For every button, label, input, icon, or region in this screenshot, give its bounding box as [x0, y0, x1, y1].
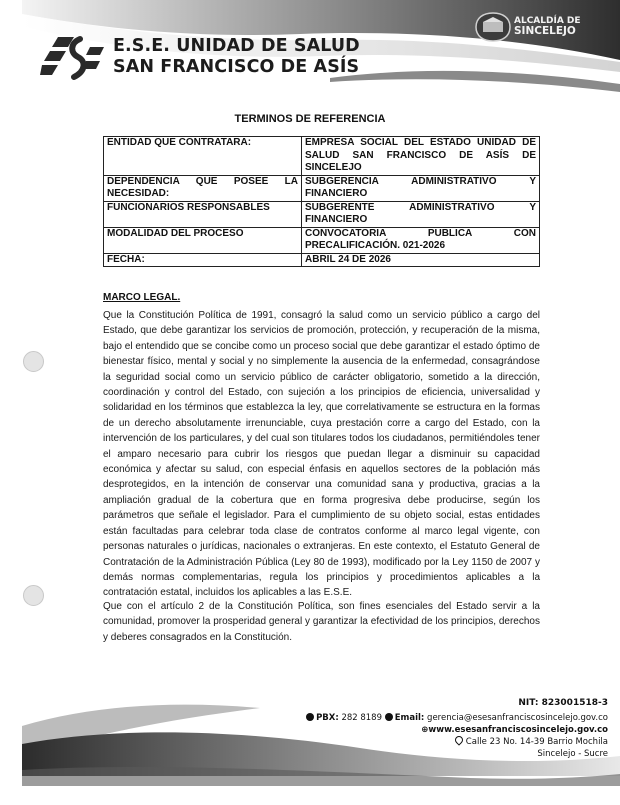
table-row — [104, 201, 540, 227]
value-line: CONVOCATORIA PUBLICA CON — [305, 227, 536, 239]
value-line: SALUD SAN FRANCISCO DE ASÍS DE — [305, 149, 536, 161]
alcaldia-line2: SINCELEJO — [514, 25, 576, 37]
value-line: SUBGERENCIA ADMINISTRATIVO Y — [305, 175, 536, 187]
email-address[interactable]: gerencia@esesanfranciscosincelejo.gov.co — [427, 713, 608, 723]
body-paragraph: Que con el artículo 2 de la Constitución Política, son fines esenciales del Estado servir a la comunidad, promover la prosperidad general y garantizar la efectividad de los principios, derechos y deberes consagrados en la Constitución. — [103, 601, 540, 643]
row-label: FECHA: — [104, 253, 302, 267]
value-line: ABRIL 24 DE 2026 — [305, 253, 391, 265]
alcaldia-line1: ALCALDÍA DE — [514, 16, 581, 26]
table-row — [104, 227, 540, 253]
phone-icon — [306, 713, 314, 721]
globe-icon: ⊕ — [421, 725, 429, 735]
row-label: ENTIDAD QUE CONTRATARA: — [104, 137, 302, 176]
label-line: NECESIDAD: — [107, 188, 170, 199]
alcaldia-label — [514, 17, 581, 37]
contact-phone-email — [306, 712, 608, 724]
contact-city: Sincelejo - Sucre — [537, 749, 608, 759]
org-name-line1: E.S.E. UNIDAD DE SALUD — [113, 36, 360, 56]
location-pin-icon — [453, 734, 464, 745]
contact-website — [421, 724, 608, 736]
address-text: Calle 23 No. 14-39 Barrio Mochila — [465, 737, 608, 747]
contact-address — [455, 736, 608, 748]
body-paragraph: Que la Constitución Política de 1991, consagró la salud como un servicio público a cargo del Estado, que debe garantizar los servicios de promoción, protección, y recuperación de la misma, bajo el entendido que se concibe como un proceso social que debe garantizar el estado óptimo de bienestar físico, mental y social y no simplemente la ausencia de la enfermedad, consagrándose la seguridad social como un servicio público de carácter obligatorio, sometido a la dirección, coordinación y control del Estado, con sujeción a los principios de eficiencia, universalidad y solidaridad en los términos que establezca la ley, que correlativamente se estructura en la formas de un derecho absolutamente irrenunciable, cuya prestación corre a cargo del Estado, con la intervención de los particulares, y del cual son titulares todos los ciudadanos, permitiéndoles tener el amparo necesario para cubrir los riesgos que puedan llegar a disminuir su capacidad económica y afectar su salud, con especial énfasis en aquellos sectores de la población más desprotegidos, en la intención de conservar una comunidad sana y productiva, gracias a la ampliación gradual de la cobertura que en forma progresiva debe producirse, según los parámetros que señale el legislador. Para el cumplimiento de su objeto social, estas entidades están facultadas para celebrar toda clase de contratos conforme al marco legal vigente, con personas naturales o jurídicas, nacionales o extranjeras. En este contexto, el Estatuto General de Contratación de la Administración Pública (Ley 80 de 1993), modificado por la Ley 1150 de 2007 y demás normas complementarias, regula los principios y procedimientos aplicables a la contratación estatal, incluidos los aplicables a las E.S.E. — [103, 310, 540, 599]
section-heading: MARCO LEGAL. — [103, 292, 181, 303]
punch-hole — [23, 351, 44, 372]
org-name-line2: SAN FRANCISCO DE ASÍS — [113, 57, 360, 77]
document-title: TERMINOS DE REFERENCIA — [234, 113, 386, 125]
table-row — [104, 253, 540, 267]
row-label: MODALIDAD DEL PROCESO — [104, 227, 302, 253]
value-line: FINANCIERO — [305, 214, 368, 225]
email-icon — [385, 713, 393, 721]
pbx-label: PBX: — [316, 713, 339, 723]
value-line: EMPRESA SOCIAL DEL ESTADO UNIDAD DE — [305, 137, 536, 148]
value-line: SUBGERENTE ADMINISTRATIVO Y — [305, 201, 536, 213]
row-value — [302, 253, 540, 267]
row-value — [302, 227, 540, 253]
organization-name — [113, 36, 360, 78]
row-label: FUNCIONARIOS RESPONSABLES — [104, 201, 302, 227]
value-line: FINANCIERO — [305, 188, 368, 199]
row-value — [302, 137, 540, 176]
row-label — [104, 175, 302, 201]
value-line: PRECALIFICACIÓN. 021-2026 — [305, 240, 446, 251]
table-row — [104, 175, 540, 201]
pbx-number: 282 8189 — [341, 713, 382, 723]
website-link[interactable]: www.esesanfranciscosincelejo.gov.co — [428, 725, 608, 735]
row-value — [302, 175, 540, 201]
alcaldia-seal-icon — [475, 12, 511, 42]
nit-number: NIT: 823001518-3 — [518, 698, 608, 708]
value-line: SINCELEJO — [305, 162, 362, 173]
ese-logo-icon — [40, 33, 104, 81]
table-row — [104, 137, 540, 176]
email-label: Email: — [394, 713, 425, 723]
punch-hole — [23, 585, 44, 606]
label-line: DEPENDENCIA QUE POSEE LA — [107, 175, 298, 187]
terms-table — [103, 136, 540, 267]
row-value — [302, 201, 540, 227]
